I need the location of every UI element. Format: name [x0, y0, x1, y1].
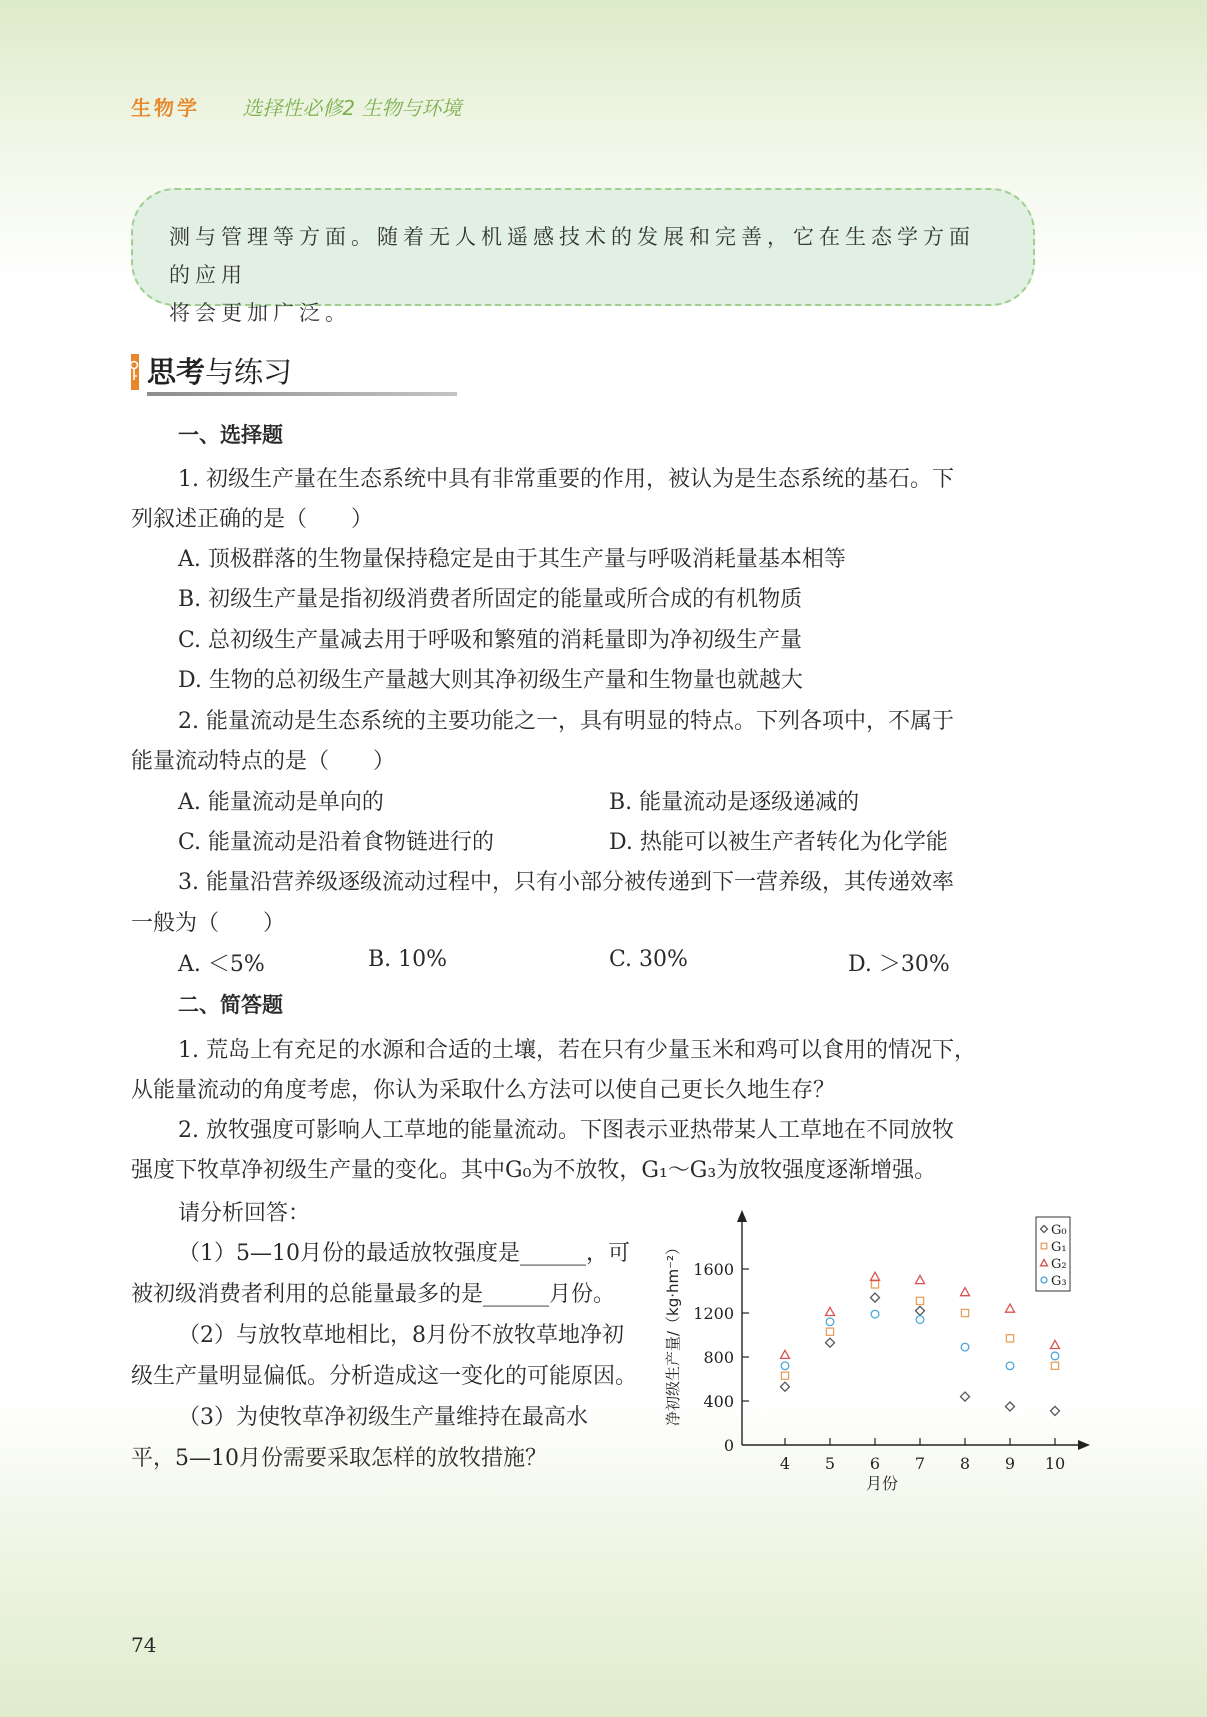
book-title: 选择性必修2 生物与环境 — [242, 96, 462, 120]
part1-heading: 一、选择题 — [178, 423, 283, 447]
sa2-sub3-line-1: （3）为使牧草净初级生产量维持在最高水 — [178, 1405, 588, 1430]
q1-line-1: 1. 初级生产量在生态系统中具有非常重要的作用，被认为是生态系统的基石。下 — [178, 467, 954, 492]
q2-option-c: C. 能量流动是沿着食物链进行的 — [178, 830, 495, 855]
data-point-g0 — [871, 1293, 880, 1302]
q1-option-d: D. 生物的总初级生产量越大则其净初级生产量和生物量也就越大 — [178, 668, 803, 693]
data-point-g3 — [1006, 1362, 1014, 1370]
sa2-sub1-line-2: 被初级消费者利用的总能量最多的是______月份。 — [131, 1282, 616, 1307]
data-point-g1 — [961, 1309, 968, 1316]
data-point-g0 — [1051, 1406, 1060, 1415]
page-header — [131, 92, 461, 121]
section-title-rest: 与练习 — [205, 355, 293, 389]
q3-option-a: A. ＜5% — [178, 952, 265, 977]
q1-option-a: A. 顶极群落的生物量保持稳定是由于其生产量与呼吸消耗量基本相等 — [178, 547, 846, 572]
data-point-g3 — [916, 1316, 924, 1324]
data-point-g2 — [1051, 1340, 1060, 1348]
y-tick-label: 1600 — [693, 1260, 734, 1279]
q2-line-2: 能量流动特点的是（ ） — [131, 749, 396, 774]
y-axis-label: 净初级生产量/（kg·hm⁻²） — [664, 1239, 682, 1427]
data-point-g3 — [871, 1310, 879, 1318]
q3-option-b: B. 10% — [368, 947, 448, 972]
sa2-sub1-line-1: （1）5—10月份的最适放牧强度是______，可 — [178, 1241, 630, 1266]
y-tick-label: 800 — [703, 1348, 734, 1367]
data-point-g0 — [961, 1392, 970, 1401]
subject-label: 生物学 — [131, 96, 200, 120]
data-point-g2 — [871, 1272, 880, 1280]
npp-scatter-chart — [660, 1205, 1100, 1495]
data-point-g2 — [916, 1276, 925, 1284]
page-number: 74 — [131, 1633, 157, 1657]
data-point-g1 — [826, 1328, 833, 1335]
data-point-g0 — [1006, 1402, 1015, 1411]
sa2-line-2: 强度下牧草净初级生产量的变化。其中G₀为不放牧，G₁～G₃为放牧强度逐渐增强。 — [131, 1158, 937, 1183]
q1-line-2: 列叙述正确的是（ ） — [131, 507, 374, 532]
x-tick-label: 6 — [869, 1454, 881, 1473]
x-axis-arrow — [1078, 1440, 1090, 1450]
legend-label-g0: G₀ — [1051, 1223, 1067, 1238]
sa2-prompt: 请分析回答： — [178, 1201, 311, 1226]
data-point-g1 — [1006, 1335, 1013, 1342]
x-tick-label: 10 — [1044, 1454, 1066, 1473]
data-point-g2 — [781, 1350, 790, 1358]
part2-heading: 二、简答题 — [178, 993, 283, 1017]
y-tick-label: 1200 — [693, 1304, 734, 1323]
legend-label-g2: G₂ — [1051, 1257, 1067, 1272]
data-point-g2 — [826, 1307, 835, 1315]
data-point-g1 — [781, 1372, 788, 1379]
data-point-g3 — [961, 1343, 969, 1351]
q2-option-d: D. 热能可以被生产者转化为化学能 — [609, 830, 948, 855]
x-axis-label: 月份 — [865, 1474, 899, 1493]
data-point-g3 — [1051, 1352, 1059, 1360]
x-tick-label: 9 — [1004, 1454, 1016, 1473]
sa2-line-1: 2. 放牧强度可影响人工草地的能量流动。下图表示亚热带某人工草地在不同放牧 — [178, 1118, 954, 1143]
data-point-g0 — [916, 1306, 925, 1315]
note-line-1: 测与管理等方面。随着无人机遥感技术的发展和完善，它在生态学方面的应用 — [169, 225, 975, 287]
note-box — [131, 188, 1035, 325]
sa1-line-1: 1. 荒岛上有充足的水源和合适的土壤，若在只有少量玉米和鸡可以食用的情况下， — [178, 1038, 976, 1063]
key-icon — [128, 360, 140, 382]
sa2-sub2-line-2: 级生产量明显偏低。分析造成这一变化的可能原因。 — [131, 1364, 638, 1389]
data-point-g3 — [781, 1362, 789, 1370]
data-point-g2 — [961, 1288, 970, 1296]
data-point-g3 — [826, 1318, 834, 1326]
sa1-line-2: 从能量流动的角度考虑，你认为采取什么方法可以使自己更长久地生存？ — [131, 1078, 836, 1103]
data-point-g1 — [871, 1281, 878, 1288]
note-line-2: 将会更加广泛。 — [169, 301, 351, 325]
q3-line-2: 一般为（ ） — [131, 911, 286, 936]
x-tick-label: 5 — [824, 1454, 836, 1473]
y-tick-label: 0 — [723, 1436, 734, 1455]
x-tick-label: 7 — [914, 1454, 926, 1473]
q2-option-a: A. 能量流动是单向的 — [178, 790, 384, 815]
q3-option-d: D. ＞30% — [848, 952, 950, 977]
q2-option-b: B. 能量流动是逐级递减的 — [609, 790, 860, 815]
y-tick-label: 400 — [703, 1392, 734, 1411]
data-point-g1 — [1051, 1362, 1058, 1369]
data-point-g0 — [826, 1338, 835, 1347]
data-point-g1 — [916, 1297, 923, 1304]
x-tick-label: 4 — [779, 1454, 791, 1473]
sa2-sub2-line-1: （2）与放牧草地相比，8月份不放牧草地净初 — [178, 1323, 624, 1348]
y-axis-arrow — [737, 1210, 747, 1222]
q1-option-c: C. 总初级生产量减去用于呼吸和繁殖的消耗量即为净初级生产量 — [178, 628, 803, 653]
x-tick-label: 8 — [959, 1454, 971, 1473]
data-point-g0 — [781, 1382, 790, 1391]
q1-option-b: B. 初级生产量是指初级消费者所固定的能量或所合成的有机物质 — [178, 587, 803, 612]
legend-label-g1: G₁ — [1051, 1240, 1067, 1255]
legend-label-g3: G₃ — [1051, 1274, 1067, 1289]
section-title-bold: 思考 — [147, 355, 206, 389]
sa2-sub3-line-2: 平，5—10月份需要采取怎样的放牧措施？ — [131, 1446, 547, 1471]
data-point-g2 — [1006, 1304, 1015, 1312]
q3-option-c: C. 30% — [609, 947, 688, 972]
section-underline — [147, 392, 457, 396]
q2-line-1: 2. 能量流动是生态系统的主要功能之一，具有明显的特点。下列各项中，不属于 — [178, 709, 954, 734]
q3-line-1: 3. 能量沿营养级逐级流动过程中，只有小部分被传递到下一营养级，其传递效率 — [178, 870, 954, 895]
section-title-text — [147, 350, 292, 391]
